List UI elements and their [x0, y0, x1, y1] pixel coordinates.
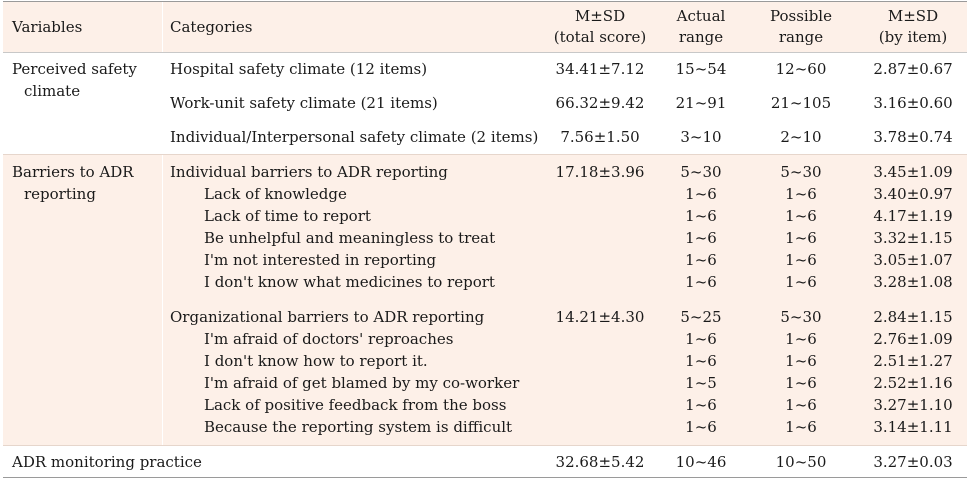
- actual-range-cell: 1~6: [685, 330, 717, 348]
- header-possible-line1: Possible: [770, 7, 832, 25]
- group-barriers: [3, 161, 967, 441]
- possible-range-cell: 1~6: [785, 229, 817, 247]
- actual-range-cell: 1~6: [685, 418, 717, 436]
- subcategory-cell: Be unhelpful and meaningless to treat: [204, 229, 496, 247]
- item-score-cell: 2.84±1.15: [873, 308, 953, 326]
- possible-range-cell: 10~50: [775, 453, 827, 471]
- header-categories: Categories: [170, 18, 253, 36]
- variable-safety-climate: [12, 58, 162, 102]
- header-total-line1: M±SD: [574, 7, 626, 25]
- item-score-cell: 3.32±1.15: [873, 229, 953, 247]
- category-cell: Individual/Interpersonal safety climate (2 items): [170, 128, 539, 146]
- subcategory-cell: Lack of time to report: [204, 207, 371, 225]
- table-bottom-rule: [3, 477, 967, 478]
- group-safety-climate: [3, 58, 967, 154]
- table-header-row: [3, 2, 967, 53]
- actual-range-cell: 1~6: [685, 207, 717, 225]
- item-score-cell: 2.51±1.27: [873, 352, 953, 370]
- possible-range-cell: 1~6: [785, 207, 817, 225]
- actual-range-cell: 5~30: [680, 163, 722, 181]
- category-cell: Work-unit safety climate (21 items): [170, 94, 438, 112]
- header-actual-range: [655, 6, 747, 48]
- item-score-cell: 2.52±1.16: [873, 374, 953, 392]
- actual-range-cell: 1~6: [685, 352, 717, 370]
- item-score-cell: 4.17±1.19: [873, 207, 953, 225]
- item-score-cell: 3.28±1.08: [873, 273, 953, 291]
- possible-range-cell: 1~6: [785, 352, 817, 370]
- total-score-cell: 14.21±4.30: [555, 308, 645, 326]
- header-actual-line2: range: [678, 28, 724, 46]
- header-total-score: [540, 6, 660, 48]
- possible-range-cell: 1~6: [785, 273, 817, 291]
- category-cell: Hospital safety climate (12 items): [170, 60, 428, 78]
- actual-range-cell: 1~6: [685, 273, 717, 291]
- possible-range-cell: 1~6: [785, 251, 817, 269]
- actual-range-cell: 1~6: [685, 396, 717, 414]
- actual-range-cell: 15~54: [675, 60, 727, 78]
- total-score-cell: 66.32±9.42: [555, 94, 645, 112]
- subcategory-cell: Lack of positive feedback from the boss: [204, 396, 507, 414]
- item-score-cell: 3.40±0.97: [873, 185, 953, 203]
- header-possible-line2: range: [778, 28, 824, 46]
- group-divider: [3, 445, 967, 446]
- variable-safety-line1: Perceived safety: [12, 60, 137, 78]
- item-score-cell: 3.05±1.07: [873, 251, 953, 269]
- total-score-cell: 7.56±1.50: [560, 128, 640, 146]
- variable-safety-line2: climate: [24, 82, 81, 100]
- actual-range-cell: 1~6: [685, 229, 717, 247]
- total-score-cell: 34.41±7.12: [555, 60, 645, 78]
- actual-range-cell: 3~10: [680, 128, 722, 146]
- possible-range-cell: 12~60: [775, 60, 827, 78]
- header-total-line2: (total score): [553, 28, 647, 46]
- header-actual-line1: Actual: [676, 7, 726, 25]
- actual-range-cell: 1~6: [685, 251, 717, 269]
- subcategory-cell: Because the reporting system is difficult: [204, 418, 513, 436]
- possible-range-cell: 1~6: [785, 330, 817, 348]
- actual-range-cell: 1~6: [685, 185, 717, 203]
- item-score-cell: 3.16±0.60: [873, 94, 953, 112]
- header-item-line2: (by item): [878, 28, 948, 46]
- actual-range-cell: 1~5: [685, 374, 717, 392]
- total-score-cell: 17.18±3.96: [555, 163, 645, 181]
- actual-range-cell: 5~25: [680, 308, 722, 326]
- header-possible-range: [751, 6, 851, 48]
- item-score-cell: 3.78±0.74: [873, 128, 953, 146]
- item-score-cell: 2.76±1.09: [873, 330, 953, 348]
- possible-range-cell: 2~10: [780, 128, 822, 146]
- header-col-separator: [162, 2, 163, 52]
- group-divider: [3, 154, 967, 155]
- subcategory-cell: I don't know what medicines to report: [204, 273, 495, 291]
- possible-range-cell: 1~6: [785, 185, 817, 203]
- header-by-item: [861, 6, 965, 48]
- variable-barriers: [12, 161, 162, 205]
- possible-range-cell: 21~105: [770, 94, 832, 112]
- subcategory-cell: I'm not interested in reporting: [204, 251, 437, 269]
- header-item-line1: M±SD: [887, 7, 939, 25]
- possible-range-cell: 5~30: [780, 163, 822, 181]
- item-score-cell: 3.14±1.11: [873, 418, 953, 436]
- category-cell: Individual barriers to ADR reporting: [170, 163, 448, 181]
- variable-barriers-line2: reporting: [24, 185, 96, 203]
- possible-range-cell: 1~6: [785, 418, 817, 436]
- subcategory-cell: I don't know how to report it.: [204, 352, 428, 370]
- variable-monitoring: ADR monitoring practice: [12, 453, 202, 471]
- subcategory-cell: I'm afraid of doctors' reproaches: [204, 330, 454, 348]
- variable-barriers-line1: Barriers to ADR: [12, 163, 134, 181]
- subcategory-cell: I'm afraid of get blamed by my co-worker: [204, 374, 520, 392]
- header-variables: Variables: [12, 18, 83, 36]
- item-score-cell: 2.87±0.67: [873, 60, 953, 78]
- actual-range-cell: 21~91: [675, 94, 727, 112]
- group-monitoring: [3, 451, 967, 475]
- total-score-cell: 32.68±5.42: [555, 453, 645, 471]
- actual-range-cell: 10~46: [675, 453, 727, 471]
- possible-range-cell: 5~30: [780, 308, 822, 326]
- item-score-cell: 3.27±0.03: [873, 453, 953, 471]
- category-cell: Organizational barriers to ADR reporting: [170, 308, 485, 326]
- subcategory-cell: Lack of knowledge: [204, 185, 347, 203]
- item-score-cell: 3.27±1.10: [873, 396, 953, 414]
- item-score-cell: 3.45±1.09: [873, 163, 953, 181]
- possible-range-cell: 1~6: [785, 374, 817, 392]
- possible-range-cell: 1~6: [785, 396, 817, 414]
